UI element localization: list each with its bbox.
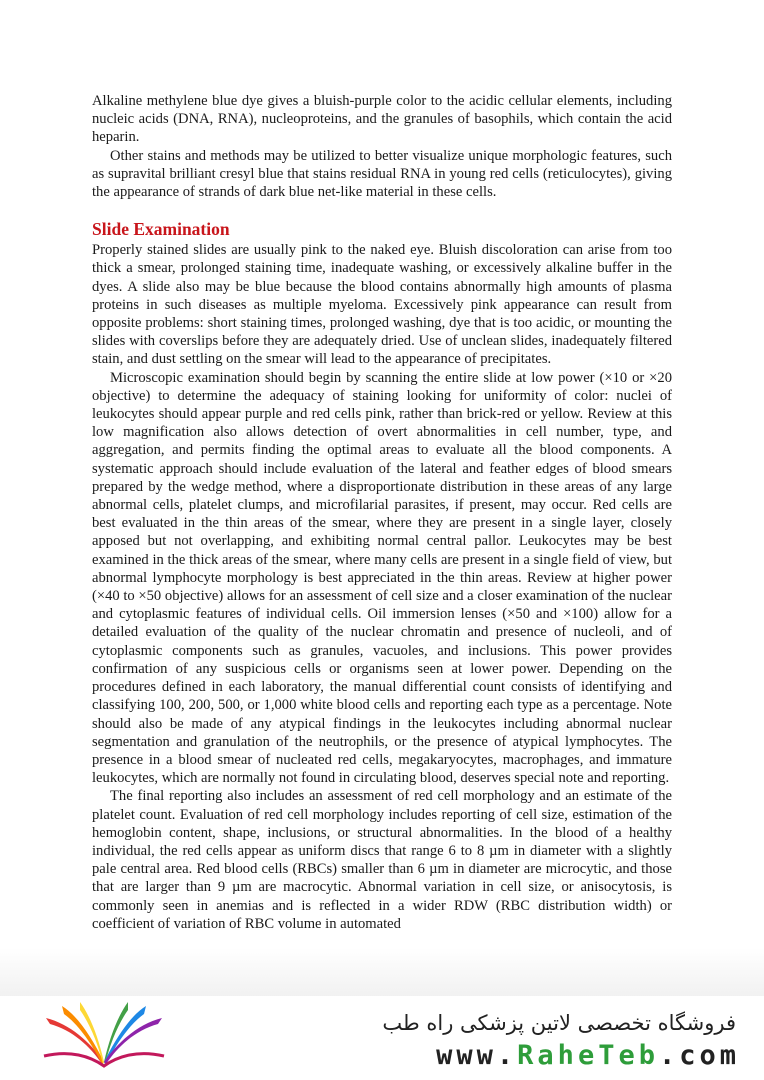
body-paragraph: Other stains and methods may be utilized to better visualize unique morphologic features, such as supravital brilliant cresyl blue that stains residual RNA in young red cells (reticulocytes), giving the appearance of strands of dark blue net-like material in these cells. (92, 147, 672, 201)
url-prefix: www. (436, 1040, 518, 1071)
page-bottom-shadow (0, 948, 764, 1000)
body-paragraph: Properly stained slides are usually pink to the naked eye. Bluish discoloration can arise from too thick a smear, prolonged staining time, inadequate washing, or excessively alkaline buffer in the dyes. A slide also may be blue because the blood contains abnormally high amounts of plasma proteins in such diseases as multiple myeloma. Excessively pink appearance can result from opposite problems: short staining times, prolonged washing, dye that is too acidic, or mounting the slides with coverslips before they are adequately dried. Use of unclean slides, inadequately filtered stain, and dust settling on the smear will lead to the appearance of precipitates. (92, 242, 672, 368)
url-brand: RaheTeb (517, 1040, 659, 1071)
body-paragraph: Alkaline methylene blue dye gives a bluish-purple color to the acidic cellular elements, including nucleic acids (DNA, RNA), nucleoproteins, and the granules of basophils, which contain the acid heparin. (92, 93, 672, 146)
store-title: فروشگاه تخصصی لاتین پزشکی راه طب (382, 1011, 736, 1035)
watermark-footer (0, 996, 764, 1080)
section-heading: Slide Examination (92, 219, 230, 240)
store-url (436, 1040, 740, 1072)
open-book-rainbow-icon (40, 1002, 168, 1068)
body-paragraph: Microscopic examination should begin by scanning the entire slide at low power (×10 or ×20 objective) to determine the adequacy of staining looking for uniformity of color: nuclei of leukocytes should appear purple and red cells pink, rather than brick-red or yellow. Review at this low magnification also allows detection of overt abnormalities in cell number, type, and aggregation, and permits finding the optimal areas to evaluate all the blood components. A systematic approach should include evaluation of the lateral and feather edges of blood smears prepared by the wedge method, where a disproportionate distribution in these areas of any large abnormal cells, platelet clumps, and microfilarial parasites, if present, may occur. Red cells are best evaluated in the thin areas of the smear, where they are present in a single layer, closely apposed but not overlapping, and exhibiting normal central pallor. Leukocytes may be best examined in the thick areas of the smear, where many cells are present in a single field of view, but abnormal lymphocyte morphology is best appreciated in the thin areas. Review at higher power (×40 to ×50 objective) allows for an assessment of cell size and a closer examination of the nuclear and cytoplasmic features of individual cells. Oil immersion lenses (×50 and ×100) allow for a detailed evaluation of the quality of the nuclear chromatin and presence of nucleoli, and of cytoplasmic components such as granules, vacuoles, and inclusions. This power provides confirmation of any suspicious cells or organisms seen at lower power. Depending on the procedures defined in each laboratory, the manual differential count consists of identifying and classifying 100, 200, 500, or 1,000 white blood cells and reporting each type as a percentage. Note should also be made of any atypical findings in the leukocytes including abnormal nuclear segmentation and granulation of the neutrophils, or the presence of atypical lymphocytes. The presence in a blood smear of nucleated red cells, megakaryocytes, macrophages, and immature leukocytes, which are normally not found in circulating blood, deserves special note and reporting. (92, 369, 672, 787)
page-body (92, 92, 672, 933)
url-suffix: .com (658, 1040, 740, 1071)
body-paragraph: The final reporting also includes an assessment of red cell morphology and an estimate of the platelet count. Evaluation of red cell morphology includes reporting of cell size, estimation of the hemoglobin content, shape, inclusions, or structural abnormalities. In the blood of a healthy individual, the red cells appear as uniform discs that range 6 to 8 µm in diameter with a slightly pale central area. Red blood cells (RBCs) smaller than 6 µm in diameter are microcytic, and those that are larger than 9 µm are macrocytic. Abnormal variation in cell size, or anisocytosis, is commonly seen in anemias and is reflected in a wider RDW (RBC distribution width) or coefficient of variation of RBC volume in automated (92, 788, 672, 932)
